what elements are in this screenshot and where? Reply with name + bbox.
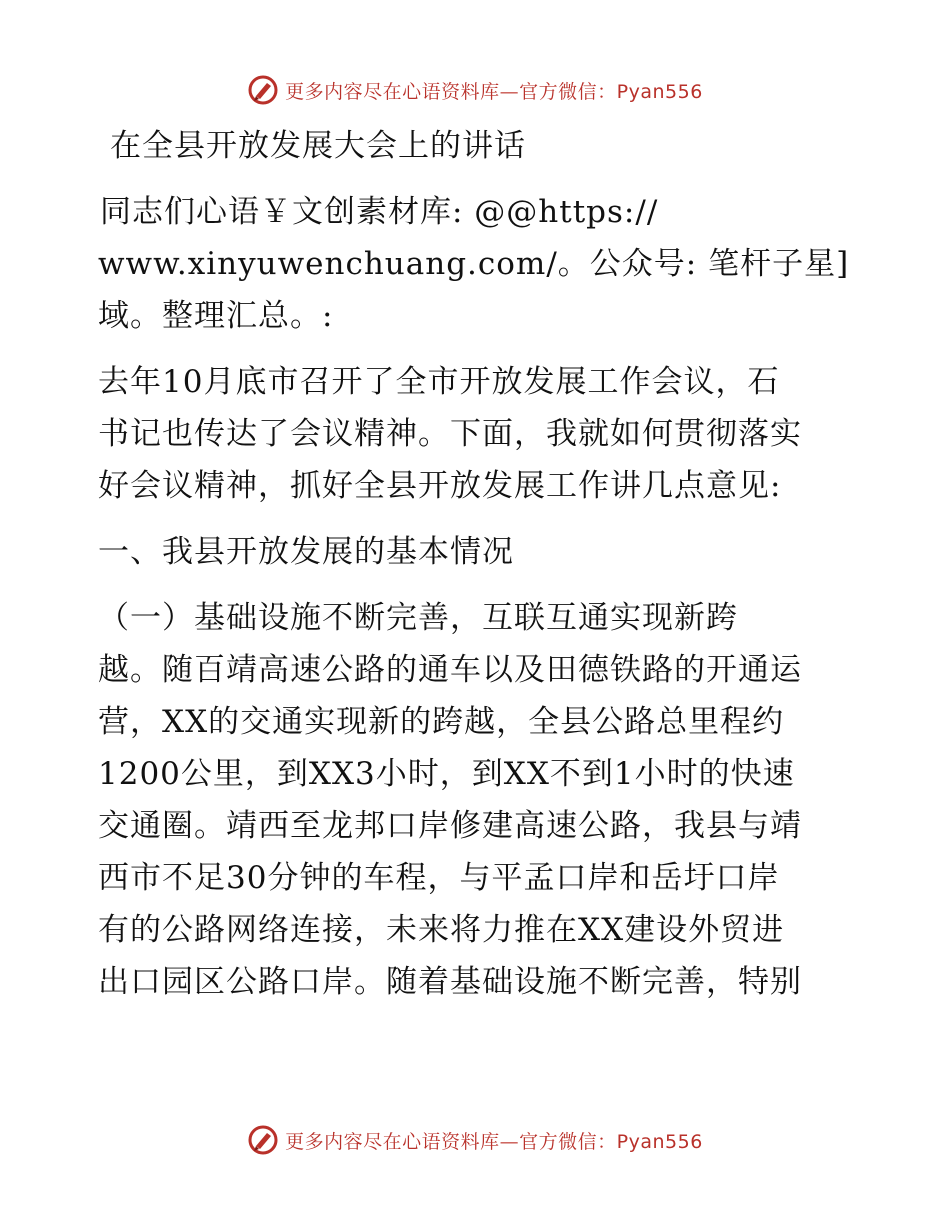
watermark-text: 更多内容尽在心语资料库—官方微信：Pyan556 [285, 80, 703, 103]
pen-logo-icon [247, 1124, 279, 1156]
text-line: 书记也传达了会议精神。下面，我就如何贯彻落实 [98, 416, 802, 452]
text-line: 有的公路网络连接，未来将力推在XX建设外贸进 [98, 912, 785, 948]
paragraph-infrastructure [98, 592, 858, 1008]
text-line: 西市不足30分钟的车程，与平孟口岸和岳圩口岸 [98, 860, 780, 896]
text-line: 交通圈。靖西至龙邦口岸修建高速公路，我县与靖 [98, 808, 802, 844]
document-title: 在全县开放发展大会上的讲话 [110, 128, 526, 164]
pen-logo-icon [247, 74, 279, 106]
text-line: www.xinyuwenchuang.com/。公众号: 笔杆子星] [98, 246, 850, 282]
text-line: 越。随百靖高速公路的通车以及田德铁路的开通运 [98, 652, 802, 688]
text-line: 营，XX的交通实现新的跨越，全县公路总里程约 [98, 704, 785, 740]
text-line: 1200公里，到XX3小时，到XX不到1小时的快速 [98, 756, 795, 792]
document-body [98, 120, 858, 1008]
watermark-banner-bottom [0, 1122, 950, 1158]
paragraph-background [98, 356, 858, 512]
watermark-text: 更多内容尽在心语资料库—官方微信：Pyan556 [285, 1130, 703, 1153]
text-line: 同志们心语￥文创素材库: @@https:// [100, 194, 659, 230]
text-line: 域。整理汇总。: [98, 298, 334, 334]
section-heading-1 [98, 526, 858, 578]
watermark-banner-top [0, 72, 950, 108]
section-heading: 一、我县开放发展的基本情况 [98, 534, 514, 570]
text-line: 去年10月底市召开了全市开放发展工作会议，石 [98, 364, 780, 400]
paragraph-intro [98, 186, 858, 342]
text-line: 出口园区公路口岸。随着基础设施不断完善，特别 [98, 964, 802, 1000]
text-line: （一）基础设施不断完善，互联互通实现新跨 [98, 600, 738, 636]
text-line: 好会议精神，抓好全县开放发展工作讲几点意见: [98, 468, 782, 504]
